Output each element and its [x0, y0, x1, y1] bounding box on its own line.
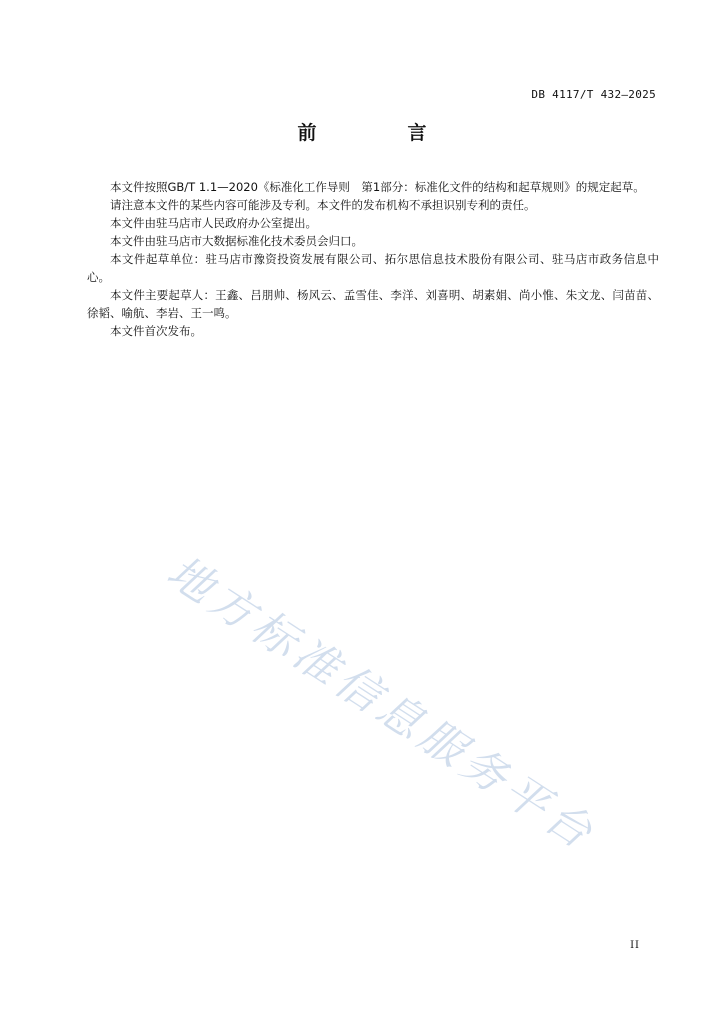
document-body: [87, 178, 659, 340]
paragraph-drafting-rule: 本文件按照GB/T 1.1—2020《标准化工作导则 第1部分：标准化文件的结构和起草规则》的规定起草。: [110, 180, 645, 194]
page-number: II: [630, 940, 640, 951]
page-title: 前 言: [297, 122, 463, 144]
paragraph-proposer: 本文件由驻马店市人民政府办公室提出。: [110, 216, 317, 230]
paragraph-drafters: 本文件主要起草人：王鑫、吕朋帅、杨风云、孟雪佳、李洋、刘喜明、胡素娟、尚小惟、朱文龙、闫苗苗、徐韬、喻航、李岩、王一鸣。: [87, 288, 659, 320]
paragraph-first-release: 本文件首次发布。: [110, 324, 202, 338]
paragraph-patent-notice: 请注意本文件的某些内容可能涉及专利。本文件的发布机构不承担识别专利的责任。: [110, 198, 536, 212]
standard-code: DB 4117/T 432—2025: [531, 88, 656, 101]
paragraph-drafting-units: 本文件起草单位：驻马店市豫资投资发展有限公司、拓尔思信息技术股份有限公司、驻马店市政务信息中心。: [87, 252, 659, 284]
watermark: 地方标准信息服务平台: [157, 546, 606, 862]
paragraph-governing-committee: 本文件由驻马店市大数据标准化技术委员会归口。: [110, 234, 363, 248]
